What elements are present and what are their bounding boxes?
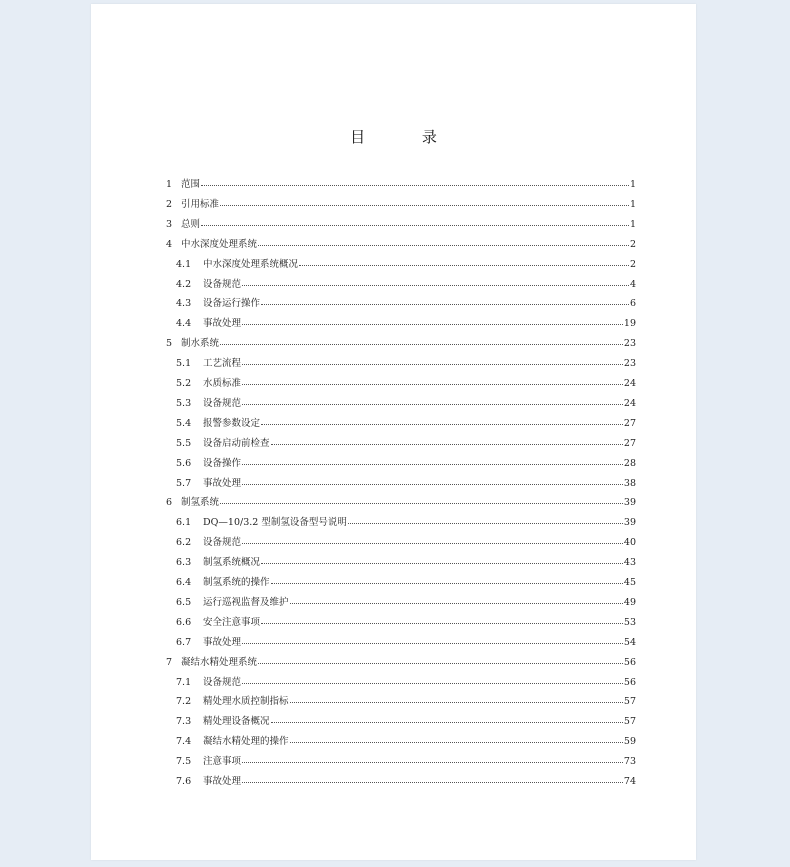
toc-entry-number: 6 <box>166 497 173 509</box>
toc-entry-page: 2 <box>629 238 636 250</box>
toc-entry-title: 设备操作 <box>203 457 242 469</box>
toc-entry-page: 39 <box>623 517 636 529</box>
toc-entry-number: 6.3 <box>176 557 192 569</box>
toc-entry[interactable] <box>166 335 636 351</box>
toc-entry[interactable] <box>176 594 636 610</box>
toc-entry-title: 设备规范 <box>203 278 242 290</box>
toc-entry-leader <box>299 265 629 266</box>
toc-entry[interactable] <box>176 614 636 630</box>
toc-entry-number: 5.7 <box>176 477 192 489</box>
toc-entry-title: 设备规范 <box>203 397 242 409</box>
toc-entry[interactable] <box>166 494 636 510</box>
toc-entry[interactable] <box>176 753 636 769</box>
toc-entry-leader <box>220 205 629 206</box>
toc-entry-title: 精处理设备概况 <box>203 716 270 728</box>
toc-entry-leader <box>271 722 623 723</box>
toc-entry-page: 57 <box>623 716 636 728</box>
toc-entry-number: 7.3 <box>176 716 192 728</box>
toc-entry-leader <box>258 663 623 664</box>
toc-entry-number: 7.6 <box>176 776 192 787</box>
document-page <box>91 4 696 860</box>
toc-entry-page: 2 <box>629 258 636 270</box>
toc-entry-leader <box>242 384 623 385</box>
toc-entry-page: 27 <box>623 417 636 429</box>
toc-entry-number: 6.4 <box>176 577 192 588</box>
toc-entry-number: 5.2 <box>176 378 192 389</box>
toc-entry-title: 制氢系统概况 <box>203 557 261 569</box>
toc-entry-page: 53 <box>623 616 636 628</box>
toc-entry-title: 中水深度处理系统概况 <box>203 258 299 270</box>
toc-entry-number: 5.3 <box>176 397 192 409</box>
toc-entry[interactable] <box>176 375 636 391</box>
toc-entry[interactable] <box>166 216 636 232</box>
toc-entry[interactable] <box>176 773 636 789</box>
toc-entry-number: 1 <box>166 179 173 190</box>
toc-entry-leader <box>348 523 623 524</box>
toc-entry[interactable] <box>176 514 636 530</box>
toc-entry-page: 24 <box>623 378 636 389</box>
toc-entry-page: 54 <box>623 636 636 648</box>
toc-entry-number: 7.1 <box>176 676 192 688</box>
toc-entry-leader <box>242 324 623 325</box>
toc-entry-title: 引用标准 <box>181 198 220 210</box>
toc-entry-title: 运行巡视监督及维护 <box>203 596 289 608</box>
toc-entry-leader <box>242 683 623 684</box>
toc-entry-number: 5.5 <box>176 437 192 449</box>
toc-entry[interactable] <box>176 395 636 411</box>
toc-entry[interactable] <box>176 554 636 570</box>
toc-entry-number: 7 <box>166 656 173 668</box>
toc-entry-page: 27 <box>623 437 636 449</box>
toc-entry-number: 4.4 <box>176 318 192 330</box>
toc-entry-page: 6 <box>629 298 636 310</box>
toc-entry-title: 事故处理 <box>203 636 242 648</box>
toc-entry-number: 6.5 <box>176 596 192 608</box>
toc-title: 目 录 <box>350 128 463 146</box>
toc-entry-number: 6.1 <box>176 517 192 529</box>
toc-entry-title: 凝结水精处理的操作 <box>203 736 289 748</box>
toc-entry-leader <box>290 742 623 743</box>
toc-entry[interactable] <box>166 236 636 252</box>
toc-entry[interactable] <box>176 295 636 311</box>
toc-entry-page: 49 <box>623 596 636 608</box>
toc-entry-title: 凝结水精处理系统 <box>181 656 258 668</box>
toc-entry-page: 19 <box>623 318 636 330</box>
toc-entry-page: 28 <box>623 457 636 469</box>
toc-entry-title: 注意事项 <box>203 756 242 768</box>
toc-entry-leader <box>242 782 623 783</box>
toc-entry[interactable] <box>176 415 636 431</box>
toc-entry-leader <box>242 643 623 644</box>
toc-entry-title: 事故处理 <box>203 776 242 787</box>
toc-entry-leader <box>271 583 623 584</box>
toc-entry-leader <box>290 603 623 604</box>
toc-entry-page: 23 <box>623 358 636 370</box>
toc-entry-leader <box>290 702 623 703</box>
toc-entry[interactable] <box>166 196 636 212</box>
toc-entry-page: 23 <box>623 338 636 350</box>
toc-entry[interactable] <box>176 455 636 471</box>
toc-entry-title: 事故处理 <box>203 477 242 489</box>
toc-entry-leader <box>242 364 623 365</box>
toc-entry[interactable] <box>176 713 636 729</box>
toc-entry-leader <box>261 304 629 305</box>
toc-entry-page: 38 <box>623 477 636 489</box>
toc-entry-number: 2 <box>166 198 173 210</box>
toc-entry-leader <box>261 563 623 564</box>
toc-entry-page: 1 <box>629 218 636 230</box>
toc-entry[interactable] <box>176 674 636 690</box>
toc-entry-title: 制水系统 <box>181 338 220 350</box>
toc-entry-title: 设备规范 <box>203 537 242 549</box>
toc-entry-leader <box>258 245 629 246</box>
toc-entry-number: 6.6 <box>176 616 192 628</box>
toc-entry-page: 74 <box>623 776 636 787</box>
toc-entry[interactable] <box>176 256 636 272</box>
toc-entry[interactable] <box>176 435 636 451</box>
toc-entry-number: 5 <box>166 338 173 350</box>
toc-entry[interactable] <box>176 315 636 331</box>
toc-entry-leader <box>242 404 623 405</box>
toc-entry-title: 水质标准 <box>203 378 242 389</box>
toc-entry-number: 4.3 <box>176 298 192 310</box>
toc-entry-leader <box>201 185 629 186</box>
toc-entry-number: 7.5 <box>176 756 192 768</box>
toc-entry-page: 1 <box>629 198 636 210</box>
toc-entry-leader <box>242 484 623 485</box>
toc-entry-leader <box>261 424 623 425</box>
toc-entry-title: 精处理水质控制指标 <box>203 696 289 708</box>
toc-entry-number: 5.1 <box>176 358 192 370</box>
toc-entry-page: 45 <box>623 577 636 588</box>
toc-entry-leader <box>242 464 623 465</box>
toc-entry-page: 24 <box>623 397 636 409</box>
toc-entry-title: 范围 <box>181 179 201 190</box>
toc-entry-page: 39 <box>623 497 636 509</box>
toc-entry-title: 事故处理 <box>203 318 242 330</box>
toc-entry-page: 59 <box>623 736 636 748</box>
toc-entry-title: 工艺流程 <box>203 358 242 370</box>
toc-entry-number: 6.2 <box>176 537 192 549</box>
toc-entry[interactable] <box>176 276 636 292</box>
toc-entry-number: 7.2 <box>176 696 192 708</box>
toc-entry-page: 56 <box>623 656 636 668</box>
toc-entry-leader <box>242 762 623 763</box>
toc-entry-leader <box>242 285 629 286</box>
toc-entry-title: 制氢系统 <box>181 497 220 509</box>
toc-entry-page: 57 <box>623 696 636 708</box>
toc-entry-page: 73 <box>623 756 636 768</box>
toc-entry[interactable] <box>176 634 636 650</box>
toc-entry-page: 4 <box>629 278 636 290</box>
toc-entry[interactable] <box>176 355 636 371</box>
toc-entry[interactable] <box>176 534 636 550</box>
toc-entry-leader <box>261 623 623 624</box>
toc-entry[interactable] <box>176 475 636 491</box>
toc-entry-title: 设备运行操作 <box>203 298 261 310</box>
toc-entry-page: 43 <box>623 557 636 569</box>
toc-entry-page: 1 <box>629 179 636 190</box>
toc-entry-number: 4.2 <box>176 278 192 290</box>
toc-entry-leader <box>242 543 623 544</box>
toc-entry-title: 制氢系统的操作 <box>203 577 270 588</box>
toc-entry-leader <box>271 444 623 445</box>
toc-entry-page: 40 <box>623 537 636 549</box>
toc-entry-number: 5.4 <box>176 417 192 429</box>
toc-entry-title: 设备规范 <box>203 676 242 688</box>
toc-entry-title: 安全注意事项 <box>203 616 261 628</box>
toc-entry-number: 6.7 <box>176 636 192 648</box>
toc-entry-number: 5.6 <box>176 457 192 469</box>
toc-entry[interactable] <box>166 654 636 670</box>
toc-entry-number: 4 <box>166 238 173 250</box>
toc-entry-leader <box>201 225 629 226</box>
toc-entry-title: 设备启动前检查 <box>203 437 270 449</box>
toc-entry-page: 56 <box>623 676 636 688</box>
toc-entry[interactable] <box>176 574 636 590</box>
toc-entry[interactable] <box>176 693 636 709</box>
toc-entry-leader <box>220 344 623 345</box>
toc-entry-title: DQ—10/3.2 型制氢设备型号说明 <box>203 517 347 529</box>
toc-entry-number: 4.1 <box>176 258 192 270</box>
toc-entry-title: 总则 <box>181 218 201 230</box>
toc-entry-leader <box>220 503 623 504</box>
toc-entry[interactable] <box>166 176 636 192</box>
toc-entry-title: 报警参数设定 <box>203 417 261 429</box>
toc-entry-number: 3 <box>166 218 173 230</box>
toc-entry-number: 7.4 <box>176 736 192 748</box>
toc-entry-title: 中水深度处理系统 <box>181 238 258 250</box>
toc-entry[interactable] <box>176 733 636 749</box>
